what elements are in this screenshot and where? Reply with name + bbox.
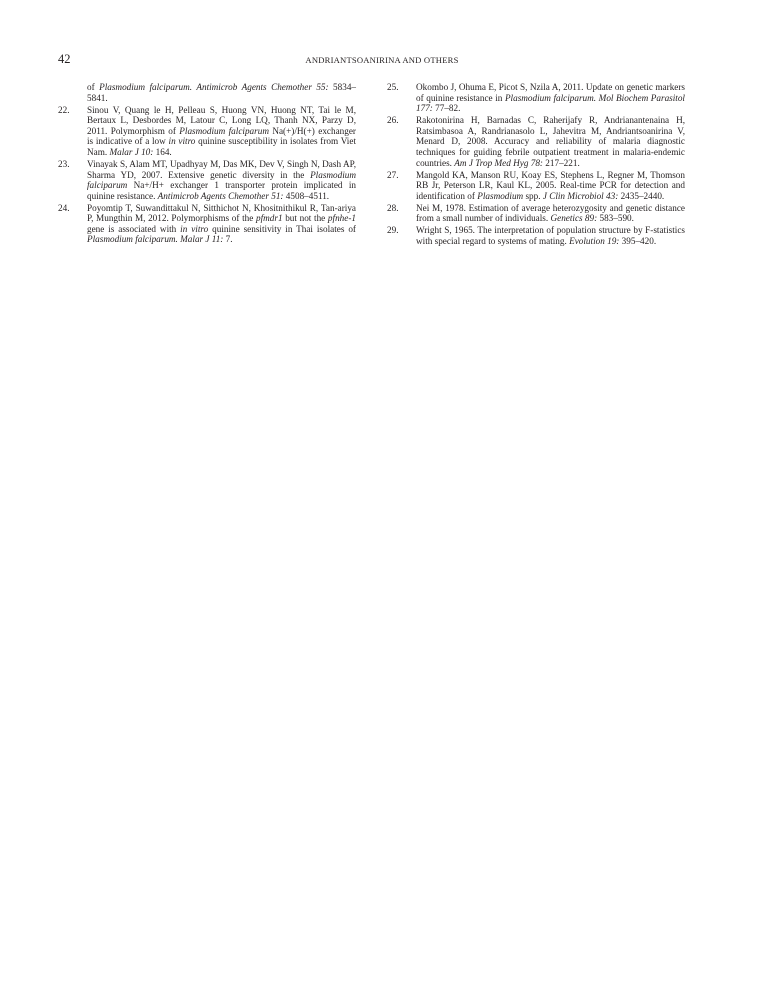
text-segment: 2435–2440.	[618, 190, 665, 201]
references-right-column	[387, 82, 685, 248]
reference-entry	[58, 159, 356, 201]
reference-text	[416, 203, 685, 224]
italic-segment: Evolution 19:	[569, 235, 620, 246]
reference-entry	[387, 82, 685, 114]
text-segment: 583–590.	[597, 213, 634, 224]
reference-text	[87, 82, 356, 103]
reference-number: 27.	[387, 169, 399, 180]
reference-entry	[58, 105, 356, 158]
text-segment: 7.	[223, 234, 233, 245]
reference-entry	[387, 225, 685, 246]
reference-number: 25.	[387, 82, 399, 92]
text-segment: of	[87, 82, 100, 92]
page-header	[58, 52, 706, 66]
reference-entry	[58, 82, 356, 103]
reference-entry	[387, 170, 685, 202]
text-segment: quinine susceptibility in isolates from Viet Nam.	[87, 136, 356, 157]
text-segment: Na(+)/H(+) exchanger is indicative of a low	[87, 125, 356, 147]
reference-number: 24.	[58, 202, 70, 213]
text-segment: Nei M, 1978. Estimation of average heterozygosity and genetic distance from a small number of individuals.	[416, 202, 685, 224]
reference-number: 22.	[58, 104, 70, 115]
reference-text	[87, 105, 356, 158]
text-segment: 5834–5841.	[87, 82, 356, 103]
reference-text	[416, 225, 685, 246]
text-segment: Poyomtip T, Suwandittakul N, Sitthichot N, Khositnithikul R, Tan-ariya P, Mungthin M, 2012. Polymorphisms of the	[87, 202, 356, 224]
reference-text	[416, 115, 685, 168]
text-segment: Mangold KA, Manson RU, Koay ES, Stephens L, Regner M, Thomson RB Jr, Peterson LR, Kaul KL, 2005. Real-time PCR for detection and identification of	[416, 169, 685, 201]
italic-segment: Plasmodium falciparum. Malar J 11:	[87, 234, 224, 245]
reference-number: 28.	[387, 202, 399, 213]
reference-number: 29.	[387, 225, 399, 236]
text-segment: spp.	[523, 190, 543, 201]
text-segment: Okombo J, Ohuma E, Picot S, Nzila A, 2011. Update on genetic markers of quinine resistance in	[416, 82, 685, 103]
reference-text	[416, 82, 685, 114]
text-segment: 395–420.	[619, 235, 657, 246]
reference-entry	[387, 203, 685, 224]
text-segment: Vinayak S, Alam MT, Upadhyay M, Das MK, Dev V, Singh N, Dash AP, Sharma YD, 2007. Extensive genetic diversity in the	[87, 158, 356, 180]
reference-number: 26.	[387, 115, 399, 126]
reference-text	[416, 170, 685, 202]
italic-segment: Plasmodium falciparum. Antimicrob Agents Chemother 55:	[99, 82, 329, 92]
text-segment: gene is associated with	[87, 223, 181, 234]
italic-segment: Plasmodium	[477, 190, 524, 201]
italic-segment: Malar J 10:	[109, 146, 154, 157]
references-left-column	[58, 82, 356, 246]
italic-segment: Antimicrob Agents Chemother 51:	[157, 190, 284, 201]
page-number: 42	[58, 52, 71, 66]
reference-text	[87, 159, 356, 201]
italic-segment: Plasmodium falciparum	[179, 125, 269, 136]
reference-entry	[387, 115, 685, 168]
text-segment: quinine sensitivity in Thai isolates of	[208, 223, 356, 234]
reference-text	[87, 203, 356, 245]
running-head: ANDRIANTSOANIRINA AND OTHERS	[305, 55, 459, 65]
italic-segment: pfmdr1	[256, 213, 283, 224]
text-segment: 4508–4511.	[283, 190, 330, 201]
italic-segment: J Clin Microbiol 43:	[542, 190, 619, 201]
italic-segment: Plasmodium falciparum	[87, 169, 356, 191]
text-segment: 217–221.	[543, 157, 580, 168]
italic-segment: pfnhe-1	[327, 213, 356, 224]
text-segment: Wright S, 1965. The interpretation of population structure by F-statistics with special regard to systems of mating.	[416, 225, 685, 246]
italic-segment: Genetics 89:	[550, 213, 598, 224]
text-segment: 164.	[153, 146, 172, 157]
italic-segment: Plasmodium falciparum. Mol Biochem Parasitol 177:	[416, 92, 685, 114]
italic-segment: Am J Trop Med Hyg 78:	[454, 157, 543, 168]
text-segment: Na+/H+ exchanger 1 transporter protein implicated in quinine resistance.	[87, 180, 356, 201]
text-segment: Sinou V, Quang le H, Pelleau S, Huong VN, Huong NT, Tai le M, Bertaux L, Desbordes M, Latour C, Long LQ, Thanh NX, Parzy D, 2011. Polymorphism of	[87, 104, 356, 136]
reference-entry	[58, 203, 356, 245]
text-segment: 77–82.	[432, 103, 461, 114]
text-segment: but not the	[282, 213, 328, 224]
text-segment: Rakotonirina H, Barnadas C, Raherijafy R, Andrianantenaina H, Ratsimbasoa A, Randrianasolo L, Jahevitra M, Andriantsoanirina V, Menard D, 2008. Accuracy and reliability of malaria diagnostic techniques for guiding febrile outpatient treatment in malaria-endemic countries.	[416, 115, 685, 168]
italic-segment: in vitro	[168, 136, 196, 147]
italic-segment: in vitro	[180, 223, 209, 234]
reference-number: 23.	[58, 158, 70, 169]
